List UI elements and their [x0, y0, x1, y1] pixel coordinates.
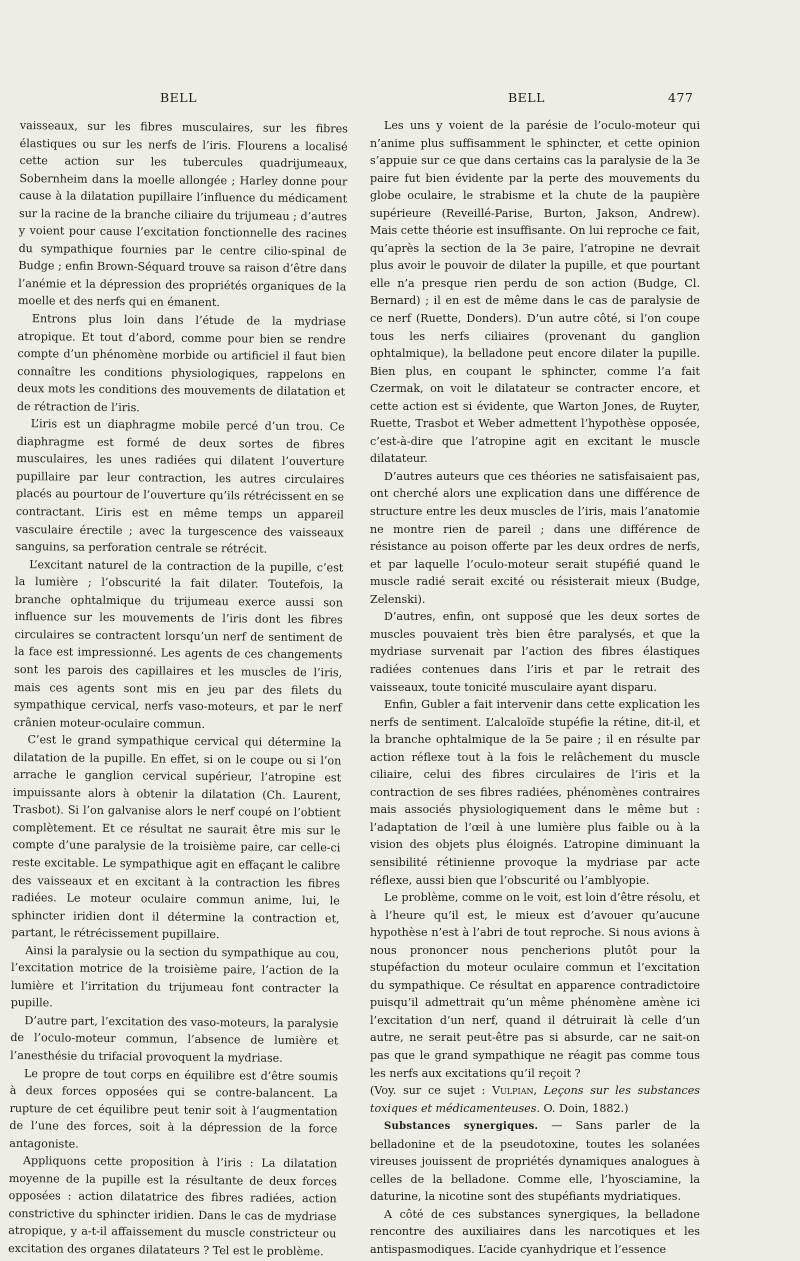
section-paragraph — [370, 1117, 700, 1206]
reference-sep: , — [533, 1084, 544, 1098]
section-lead: — Sans parler de la belladonine et de la pseudotoxine, toutes les solanées vireuses jouissent de propriétés dynamiques analogues à celles de la belladone. Comme elle, l’hyosciamine, la daturine, la nicotine sont des stupéfiants mydriatiques. — [370, 1119, 700, 1204]
paragraph: L’excitant naturel de la contraction de la pupille, c’est la lumière ; l’obscurité la fait dilater. Toutefois, la branche ophtalmique du trijumeau exerce aussi son influence sur les mouvements de l’iris dont les fibres circulaires se contractent lorsqu’un nerf de sentiment de la face est impressionné. Les agents de ces changements sont les parois des capillaires et les muscles de l’iris, mais ces agents sont mis en jeu par des filets du sympathique cervical, nerfs vaso-moteurs, et par le nerf crânien moteur-oculaire commun. — [13, 557, 344, 731]
paragraph: vaisseaux, sur les fibres musculaires, sur les fibres élastiques ou sur les nerfs de l’iris. Flourens a localisé cette action sur les tubercules quadrijumeaux, Sobernheim dans la moelle allongée ; Harley donne pour cause à la dilatation pupillaire l’influence du médicament sur la racine de la branche ciliaire du trijumeau ; d’autres y voient pour cause l’excitation fonctionnelle des racines du sympathique fournies par le centre cilio-spinal de Budge ; enfin Brown-Séquard trouve sa raison d’être dans l’anémie et la dépression des propriétés organiques de la moelle et des nerfs qui en émanent. — [18, 118, 348, 310]
paragraph: Enfin, Gubler a fait intervenir dans cette explication les nerfs de sentiment. L’alcaloïde stupéfie la rétine, dit-il, et la branche ophtalmique de la 5e paire ; il en résulte par action réflexe tout à la fois le relâchement du muscle ciliaire, celui des fibres circulaires de l’iris et la contraction de ses fibres radiées, phénomènes contraires mais associés physiologiquement dans le même but : l’adaptation de l’œil à une lumière plus faible ou à la vision des objets plus éloignés. L’atropine diminuant la sensibilité rétinienne provoque la mydriase par acte réflexe, aussi bien que l’obscurité ou l’amblyopie. — [370, 698, 700, 887]
right-running-head: BELL — [508, 90, 545, 105]
reference-suffix: . O. Doin, 1882.) — [536, 1101, 629, 1115]
paragraph: Ainsi la paralysie ou la section du sympathique au cou, l’excitation motrice de la troisième paire, l’action de la lumière et l’irritation du trijumeau font contracter la pupille. — [10, 943, 340, 1010]
reference-author: Vulpian — [492, 1084, 534, 1098]
paragraph: Entrons plus loin dans l’étude de la mydriase atropique. Et tout d’abord, comme pour bien se rendre compte d’un phénomène morbide ou artificiel il faut bien connaître les conditions physiologiques, rappelons en deux mots les conditions des mouvements de dilatation et de rétraction de l’iris. — [16, 312, 346, 415]
paragraph: D’autre part, l’excitation des vaso-moteurs, la paralysie de l’oculo-moteur commun, l’absence de lumière et l’anesthésie du trifacial provoquent la mydriase. — [10, 1013, 339, 1065]
left-column — [8, 117, 348, 1261]
reference-citation — [370, 1082, 700, 1117]
reference-prefix: (Voy. sur ce sujet : — [370, 1084, 493, 1098]
paragraph: A côté de ces substances synergiques, la belladone rencontre des auxiliaires dans les narcotiques et les antispasmodiques. L’acide cyanhydrique et l’essence — [370, 1207, 700, 1256]
paragraph: Appliquons cette proposition à l’iris : La dilatation moyenne de la pupille est la résultante de deux forces opposées : action dilatatrice des fibres radiées, action constrictive du sphincter iridien. Dans le cas de mydriase atropique, y a-t-il affaissement du muscle constricteur ou excitation des organes dilatateurs ? Tel est le problème. — [8, 1154, 338, 1259]
paragraph: L’iris est un diaphragme mobile percé d’un trou. Ce diaphragme est formé de deux sortes de fibres musculaires, les unes radiées qui dilatent l’ouverture pupillaire par leur contraction, les autres circulaires placés au pourtour de l’ouverture qu’ils rétrécissent en se contractant. L’iris est en même temps un appareil vasculaire érectile ; avec la turgescence des vaisseaux sanguins, sa perforation centrale se rétrécit. — [15, 417, 345, 556]
reference-title: Leçons sur les substances toxiques et médicamenteuses — [370, 1084, 700, 1115]
section-heading: Substances synergiques. — [384, 1121, 539, 1133]
paragraph: Les uns y voient de la parésie de l’oculo-moteur qui n’anime plus suffisamment le sphincter, et cette opinion s’appuie sur ce que dans certains cas la paralysie de la 3e paire fut bien évidente par la perte des mouvements du globe oculaire, le strabisme et la chute de la paupière supérieure (Reveillé-Parise, Burton, Jakson, Andrew). Mais cette théorie est insuffisante. On lui reproche ce fait, qu’après la section de la 3e paire, l’atropine ne devrait plus avoir le pouvoir de dilater la pupille, et que pourtant elle n’a presque rien perdu de son action (Budge, Cl. Bernard) ; il en est de même dans le cas de paralysie de ce nerf (Ruette, Donders). D’un autre côté, si l’on coupe tous les nerfs ciliaires (provenant du ganglion ophtalmique), la belladone peut encore dilater la pupille. Bien plus, en coupant le sphincter, comme l’a fait Czermak, on voit le dilatateur se contracter encore, et cette action est si évidente, que Warton Jones, de Ruyter, Ruette, Trasbot et Weber admettent l’hypothèse opposée, c’est-à-dire que l’atropine agit en excitant le muscle dilatateur. — [370, 119, 700, 466]
right-column — [370, 117, 700, 1259]
paragraph: D’autres, enfin, ont supposé que les deux sortes de muscles pouvaient très bien être paralysés, et que la mydriase survenait par l’action des fibres élastiques radiées contenues dans l’iris et par le retrait des vaisseaux, toute tonicité musculaire ayant disparu. — [370, 610, 700, 694]
paragraph: D’autres auteurs que ces théories ne satisfaisaient pas, ont cherché alors une explication dans une différence de structure entre les deux muscles de l’iris, mais l’anatomie ne montre rien de pareil ; dans une différence de résistance au poison offerte par les deux ordres de nerfs, et par laquelle l’oculo-moteur serait stupéfié quand le muscle radié serait excité ou résisterait mieux (Budge, Zelenski). — [370, 469, 700, 606]
paragraph: Le propre de tout corps en équilibre est d’être soumis à deux forces opposées qui se contre-balancent. La rupture de cet équilibre peut tenir soit à l’augmentation de l’une des forces, soit à la dépression de la force antagoniste. — [9, 1066, 339, 1151]
paragraph: Le problème, comme on le voit, est loin d’être résolu, et à l’heure qu’il est, le mieux est d’avouer qu’aucune hypothèse n’est à l’abri de tout reproche. Si nous avions à nous prononcer nous pencherions plutôt pour la stupéfaction du moteur oculaire commun et l’excitation du sympathique. Ce résultat en apparence contradictoire puisqu’il admettrait qu’un même phénomène amène ici l’excitation d’un nerf, quand il détruirait là celle d’un autre, ne serait peut-être pas si absurde, car ne sait-on pas que le grand sympathique ne réagit pas comme tous les nerfs aux excitations qu’il reçoit ? — [370, 891, 700, 1080]
paragraph: C’est le grand sympathique cervical qui détermine la dilatation de la pupille. En effet, si on le coupe ou si l’on arrache le ganglion cervical supérieur, l’atropine est impuissante alors à obtenir la dilatation (Ch. Laurent, Trasbot). Si l’on galvanise alors le nerf coupé on l’obtient complètement. Et ce résultat ne saurait être mis sur le compte d’une paralysie de la troisième paire, car celle-ci reste excitable. Le sympathique agit en effaçant le calibre des vaisseaux et en excitant à la contraction les fibres radiées. Le moteur oculaire commun anime, lui, le sphincter iridien dont il détermine la contraction et, partant, le rétrécissement pupillaire. — [11, 733, 342, 942]
left-running-head: BELL — [160, 90, 197, 105]
page-number: 477 — [668, 90, 694, 105]
